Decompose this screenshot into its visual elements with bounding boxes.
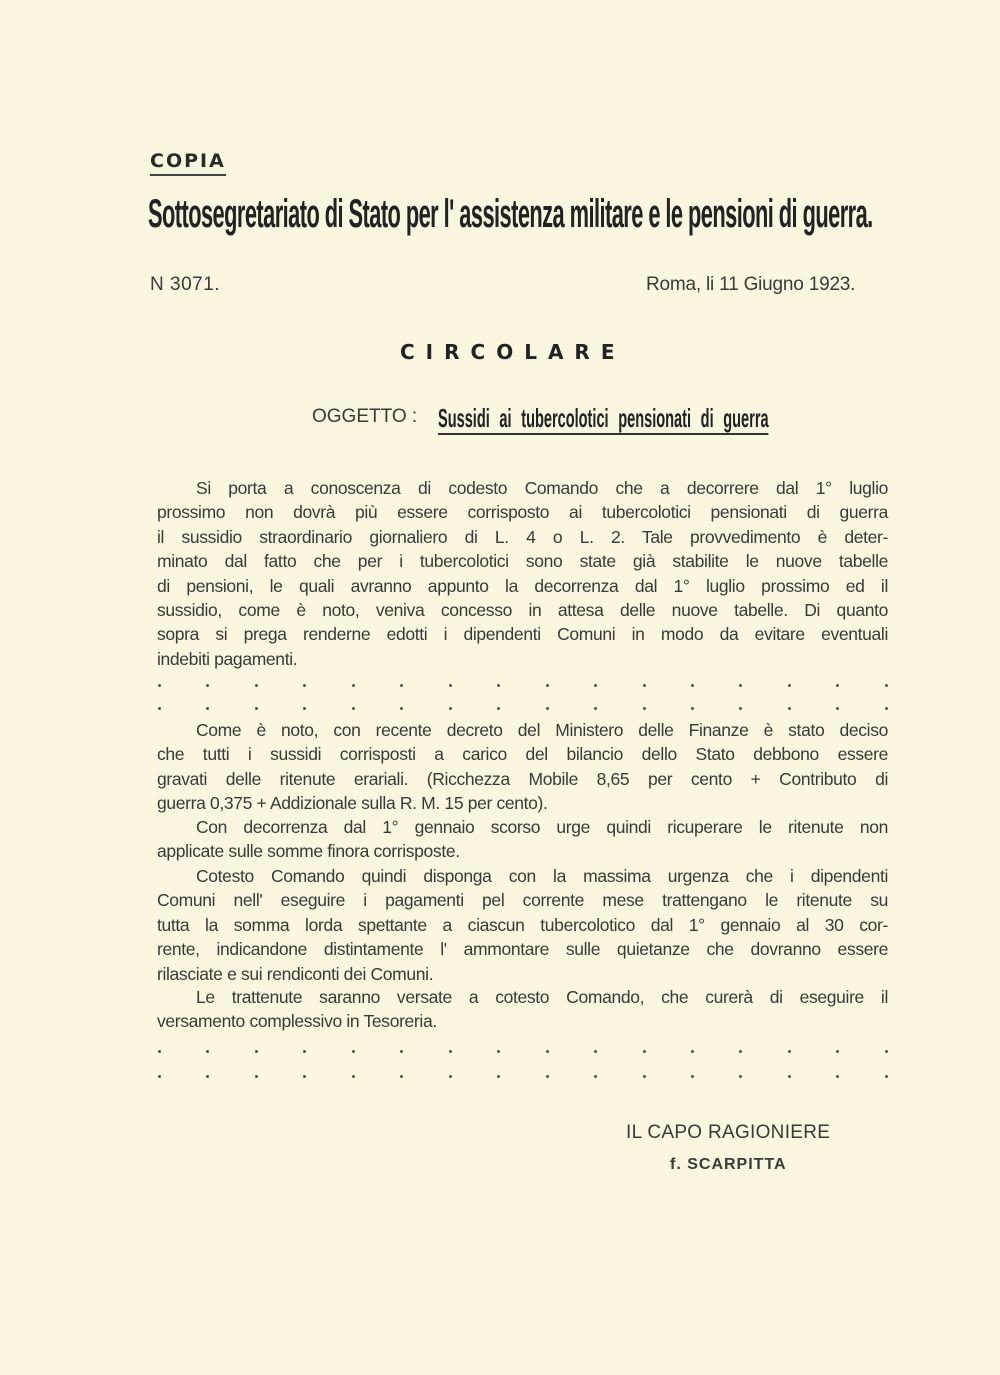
dot [497, 684, 500, 687]
body-text-line: che tutti i sussidi corrisposti a carico del bilancio dello Stato debbono essere [157, 744, 888, 765]
place-date: Roma, li 11 Giugno 1923. [646, 274, 856, 295]
dot [739, 707, 742, 710]
dot [352, 707, 355, 710]
dot [303, 684, 306, 687]
body-text-line: Si porta a conoscenza di codesto Comando che a decorrere dal 1° luglio [196, 478, 888, 498]
dot [497, 707, 500, 710]
dot [594, 1050, 597, 1053]
dotted-separator [158, 684, 888, 687]
dot [400, 1050, 403, 1053]
dot [643, 1050, 646, 1053]
dot [691, 684, 694, 687]
dot [352, 1075, 355, 1078]
dot [303, 1050, 306, 1053]
dot [691, 1075, 694, 1078]
dot [546, 1050, 549, 1053]
dot [594, 1075, 597, 1078]
body-text-line: sussidio, come è noto, veniva concesso in attesa delle nuove tabelle. Di quanto [157, 600, 888, 620]
signatory-name: f. SCARPITTA [670, 1156, 787, 1173]
dot [158, 684, 161, 687]
dot [836, 1075, 839, 1078]
body-text-line: gravati delle ritenute erariali. (Ricchezza Mobile 8,65 per cento + Contributo di [157, 768, 888, 789]
dot [739, 1075, 742, 1078]
dotted-separator [158, 707, 888, 710]
dotted-separator [158, 1050, 888, 1053]
dot [206, 1075, 209, 1078]
body-text-line: sopra si prega renderne edotti i dipendenti Comuni in modo da evitare eventuali [157, 624, 888, 645]
dot [255, 1075, 258, 1078]
dot [546, 1075, 549, 1078]
dot [449, 707, 452, 710]
copy-stamp: COPIA [150, 150, 226, 176]
dot [449, 684, 452, 687]
body-text-line: rente, indicandone distintamente l' ammontare sulle quietanze che dovranno essere [157, 939, 888, 960]
dot [206, 707, 209, 710]
protocol-number: N 3071. [150, 274, 221, 295]
body-text-line: Le trattenute saranno versate a cotesto Comando, che curerà di eseguire il [196, 987, 888, 1007]
dot [497, 1075, 500, 1078]
dot [788, 1075, 791, 1078]
dot [497, 1050, 500, 1053]
signatory-role: IL CAPO RAGIONIERE [626, 1122, 831, 1143]
dot [449, 1050, 452, 1053]
body-text-line: Comuni nell' eseguire i pagamenti pel corrente mese trattengano le ritenute su [157, 890, 888, 911]
body-text-line: il sussidio straordinario giornaliero di L. 4 o L. 2. Tale provvedimento è deter- [157, 526, 888, 547]
body-text-line: indebiti pagamenti. [157, 648, 298, 669]
dot [546, 707, 549, 710]
letterhead [148, 192, 873, 237]
dot [255, 684, 258, 687]
dot [352, 684, 355, 687]
dot [255, 1050, 258, 1053]
dot [643, 707, 646, 710]
dot [739, 1050, 742, 1053]
dot [400, 1075, 403, 1078]
dot [206, 1050, 209, 1053]
dot [885, 1075, 888, 1078]
dot [836, 1050, 839, 1053]
dot [836, 684, 839, 687]
document-heading: CIRCOLARE [400, 340, 626, 364]
dot [400, 684, 403, 687]
dot [594, 707, 597, 710]
dot [836, 707, 839, 710]
subject-wrap [438, 403, 769, 434]
issuing-office-title: Sottosegretariato di Stato per l' assistenza militare e le pensioni di guerra. [148, 192, 873, 236]
dot [206, 684, 209, 687]
dot [885, 684, 888, 687]
body-text-line: Con decorrenza dal 1° gennaio scorso urge quindi ricuperare le ritenute non [196, 817, 888, 837]
dot [303, 1075, 306, 1078]
dot [158, 1075, 161, 1078]
body-text-line: prossimo non dovrà più essere corrisposto ai tubercolotici pensionati di guerra [157, 502, 888, 523]
body-text-line: guerra 0,375 + Addizionale sulla R. M. 15 per cento). [157, 793, 548, 814]
dot [643, 1075, 646, 1078]
dot [449, 1075, 452, 1078]
dot [352, 1050, 355, 1053]
body-text-line: applicate sulle somme finora corrisposte. [157, 841, 460, 862]
body-text-line: rilasciate e sui rendiconti dei Comuni. [157, 963, 434, 984]
dot [400, 707, 403, 710]
dot [885, 707, 888, 710]
dot [643, 684, 646, 687]
dot [691, 1050, 694, 1053]
subject-text: Sussidi ai tubercolotici pensionati di guerra [438, 403, 769, 433]
dot [158, 1050, 161, 1053]
dot [885, 1050, 888, 1053]
dot [788, 1050, 791, 1053]
dot [788, 684, 791, 687]
body-text-line: minato dal fatto che per i tubercolotici sono state già stabilite le nuove tabelle [157, 551, 888, 572]
dot [158, 707, 161, 710]
dot [303, 707, 306, 710]
dot [594, 684, 597, 687]
body-text-line: tutta la somma lorda spettante a ciascun tubercolotico dal 1° gennaio al 30 cor- [157, 914, 888, 935]
dot [739, 684, 742, 687]
dot [255, 707, 258, 710]
body-text-line: Come è noto, con recente decreto del Ministero delle Finanze è stato deciso [196, 720, 888, 740]
dot [691, 707, 694, 710]
dotted-separator [158, 1075, 888, 1078]
dot [546, 684, 549, 687]
body-text-line: versamento complessivo in Tesoreria. [157, 1011, 437, 1032]
body-text-line: di pensioni, le quali avranno appunto la decorrenza dal 1° luglio prossimo ed il [157, 575, 888, 596]
body-text-line: Cotesto Comando quindi disponga con la massima urgenza che i dipendenti [196, 866, 888, 886]
dot [788, 707, 791, 710]
subject-label: OGGETTO : [312, 406, 418, 427]
